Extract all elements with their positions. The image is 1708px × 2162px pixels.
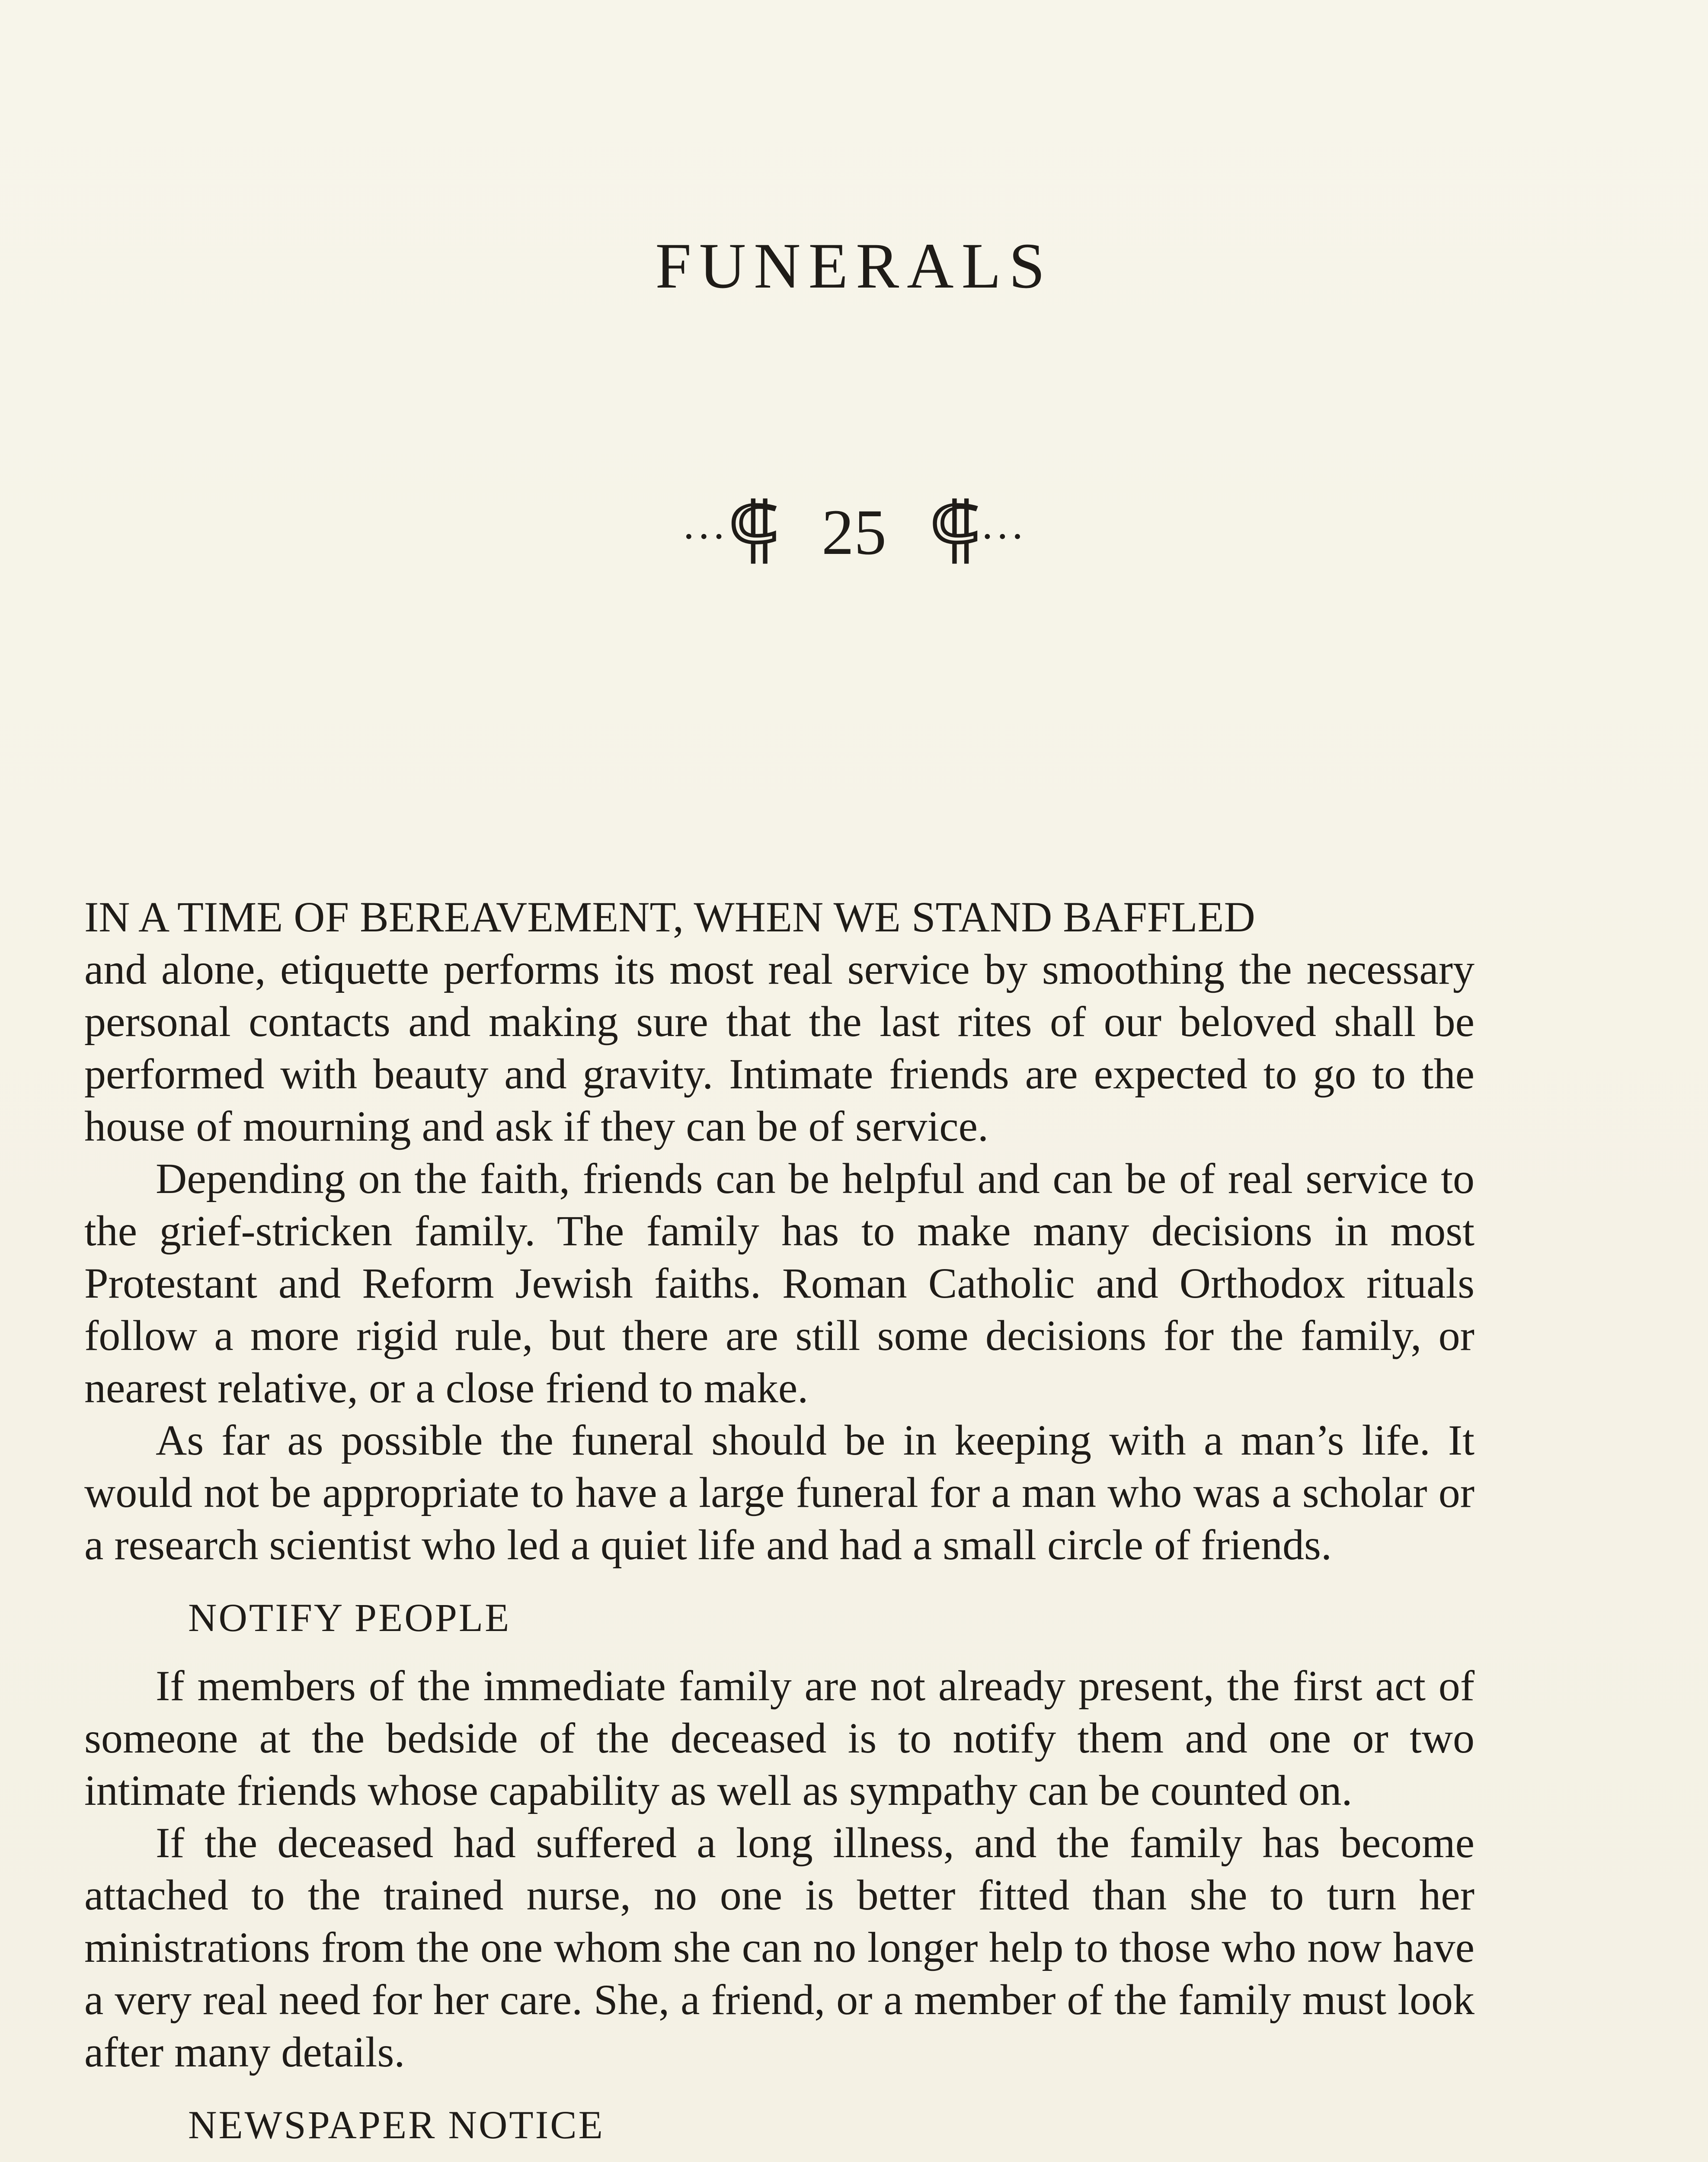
section-heading-newspaper: NEWSPAPER NOTICE [188,2103,605,2147]
ornament-left-dots: ⋅⋅⋅ [682,515,727,559]
paragraph: As far as possible the funeral should be in keeping with a man’s life. It would not be appropriate to have a large funeral for a man who was a scholar or a research scientist who led a quiet life and had a small circle of friends. [84,1416,1475,1569]
chapter-title: FUNERALS [655,230,1053,302]
chapter-number-row [0,489,1708,570]
paragraph: If members of the immediate family are not already present, the first act of someone at the bedside of the deceased is to notify them and one or two intimate friends whose capability as well as sympathy can be counted on. [84,1662,1475,1814]
chapter-number: 25 [822,496,886,568]
lead-caps: IN A TIME OF BEREAVEMENT, WHEN WE STAND BAFFLED [84,893,1255,941]
opening-line [84,891,1475,943]
ornament-right-icon: ⸿⋅⋅⋅ [928,489,1026,570]
paragraph: Depending on the faith, friends can be helpful and can be of real service to the grief-stricken family. The family has to make many decisions in most Protestant and Reform Jewish faiths. Roman Catholic and Orthodox rituals follow a more rigid rule, but there are still some decisions for the family, or nearest relative, or a close friend to make. [84,1155,1475,1412]
paragraph: and alone, etiquette performs its most real service by smoothing the necessary personal contacts and making sure that the last rites of our beloved shall be performed with beauty and gravity. Intimate friends are expected to go to the house of mourning and ask if they can be of service. [84,945,1475,1150]
body-text [84,891,1475,2162]
section-heading-notify: NOTIFY PEOPLE [188,1596,511,1640]
paragraph: If the deceased had suffered a long illness, and the family has become attached to the trained nurse, no one is better fitted than she to turn her ministrations from the one whom she can no longer help to those who now have a very real need for her care. She, a friend, or a member of the family must look after many details. [84,1819,1475,2076]
ornament-left-icon: ⋅⋅⋅⸿ [682,489,780,570]
ornament-right-dots: ⋅⋅⋅ [981,515,1026,559]
